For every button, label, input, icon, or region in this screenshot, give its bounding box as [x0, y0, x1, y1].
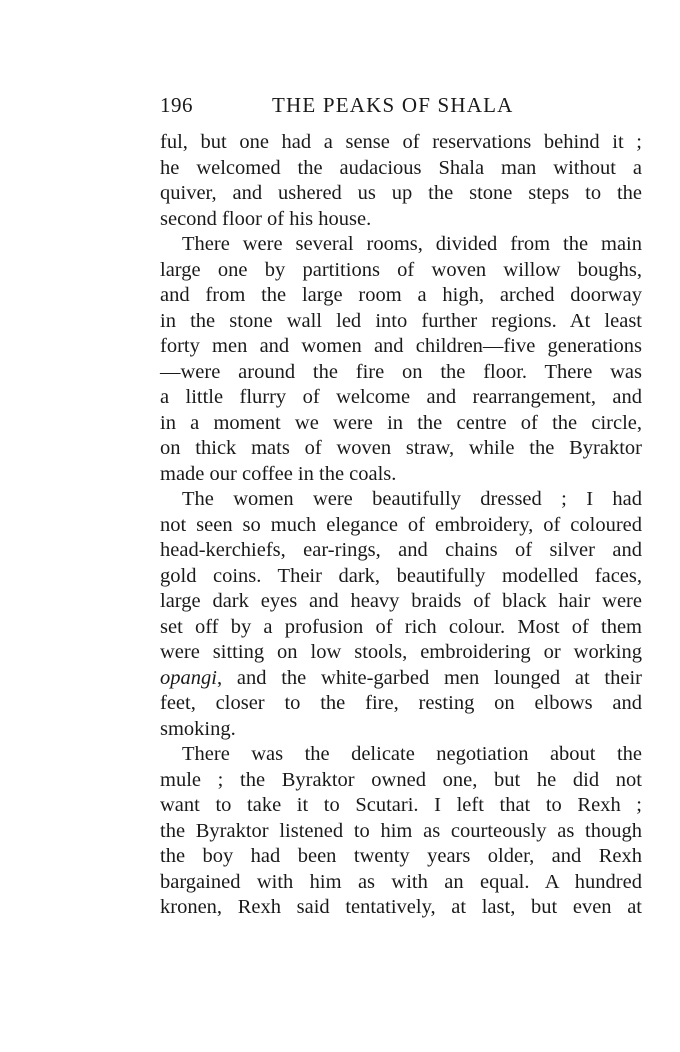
- text-line: bargained with him as with an equal. A hundred: [160, 870, 642, 893]
- text-line: in a moment we were in the centre of the circle,: [160, 411, 642, 434]
- text-line: the Byraktor listened to him as courteously as though: [160, 819, 642, 842]
- text-line: a little flurry of welcome and rearrangement, and: [160, 386, 642, 408]
- text-line: set off by a profusion of rich colour. Most of them: [160, 615, 642, 638]
- text-line: quiver, and ushered us up the stone steps to the: [160, 182, 642, 204]
- text-line: in the stone wall led into further regions. At least: [160, 309, 642, 332]
- text-line: smoking.: [160, 717, 236, 740]
- text-line: large one by partitions of woven willow boughs,: [160, 258, 642, 281]
- text-line: made our coffee in the coals.: [160, 462, 397, 485]
- text-line: ful, but one had a sense of reservations behind it ;: [160, 131, 642, 153]
- text-line: mule ; the Byraktor owned one, but he did not: [160, 768, 642, 791]
- text-line: were sitting on low stools, embroidering or working: [160, 641, 642, 663]
- page-header: [160, 93, 642, 123]
- text-line: There was the delicate negotiation about the: [182, 743, 642, 765]
- text-line: [160, 666, 642, 692]
- text-line: forty men and women and children—five generations: [160, 335, 642, 357]
- text-line: and from the large room a high, arched doorway: [160, 284, 642, 306]
- text-line: large dark eyes and heavy braids of black hair were: [160, 590, 642, 612]
- body-text: [160, 130, 642, 921]
- running-title: THE PEAKS OF SHALA: [272, 93, 514, 117]
- text-line: —were around the fire on the floor. There was: [160, 360, 642, 383]
- text-line: second floor of his house.: [160, 207, 372, 230]
- text-line: on thick mats of woven straw, while the Byraktor: [160, 437, 642, 459]
- italic-word-opangi: opangi: [160, 666, 217, 689]
- text-line: want to take it to Scutari. I left that to Rexh ;: [160, 794, 642, 816]
- text-line: kronen, Rexh said tentatively, at last, but even at: [160, 896, 642, 918]
- text-line: not seen so much elegance of embroidery, of coloured: [160, 513, 642, 536]
- page-number: 196: [160, 93, 193, 117]
- text-line: he welcomed the audacious Shala man without a: [160, 156, 642, 179]
- text-line: feet, closer to the fire, resting on elbows and: [160, 692, 642, 714]
- text-line: There were several rooms, divided from the main: [182, 233, 642, 255]
- text-line: The women were beautifully dressed ; I had: [182, 488, 642, 510]
- text-line: gold coins. Their dark, beautifully modelled faces,: [160, 564, 642, 587]
- text-line-rest: , and the white-garbed men lounged at their: [216, 666, 642, 689]
- text-line: the boy had been twenty years older, and Rexh: [160, 845, 642, 867]
- text-line: head-kerchiefs, ear-rings, and chains of silver and: [160, 539, 642, 561]
